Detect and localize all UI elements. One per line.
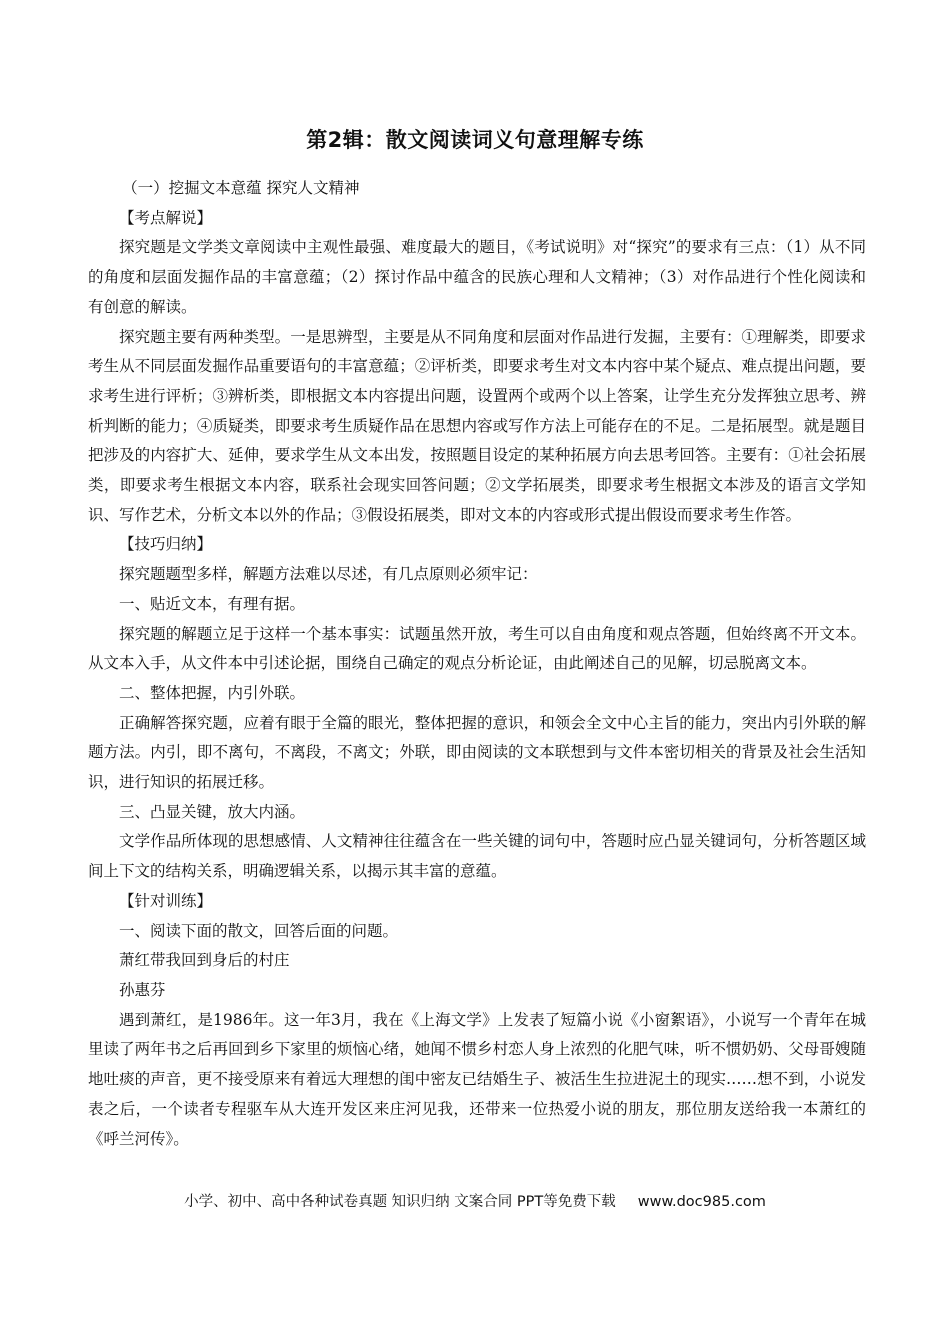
body-text bbox=[88, 174, 866, 1154]
principle-heading: 三、凸显关键，放大内涵。 bbox=[119, 802, 306, 821]
paragraph: 正确解答探究题，应着有眼于全篇的眼光，整体把握的意识，和领会全文中心主旨的能力，突出内引外联的解题方法。内引，即不离句，不离段，不离文；外联，即由阅读的文本联想到与文件本密切相关的背景及社会生活知识，进行知识的拓展迁移。 bbox=[88, 713, 866, 792]
paragraph: 探究题是文学类文章阅读中主观性最强、难度最大的题目，《考试说明》对“探究”的要求有三点：（1）从不同的角度和层面发掘作品的丰富意蕴；（2）探讨作品中蕴含的民族心理和人文精神；（3）对作品进行个性化阅读和有创意的解读。 bbox=[88, 238, 866, 316]
paragraph: 探究题的解题立足于这样一个基本事实：试题虽然开放，考生可以自由角度和观点答题，但始终离不开文本。从文本入手，从文件本中引述论据，围绕自己确定的观点分析论证，由此阐述自己的见解，切忌脱离文本。 bbox=[88, 624, 866, 673]
section-heading: （一）挖掘文本意蕴 探究人文精神 bbox=[122, 179, 360, 197]
subsection-heading-jiqiao: 【技巧归纳】 bbox=[119, 535, 213, 554]
exercise-instruction: 一、阅读下面的散文，回答后面的问题。 bbox=[119, 921, 399, 940]
paragraph: 遇到萧红，是1986年。这一年3月，我在《上海文学》上发表了短篇小说《小窗絮语》，小说写一个青年在城里读了两年书之后再回到乡下家里的烦恼心绪，她闻不惯乡村恋人身上浓烈的化肥气味，听不惯奶奶、父母哥嫂随地吐痰的声音，更不接受原来有着远大理想的闺中密友已结婚生子、被活生生拉进泥土的现实……想不到，小说发表之后，一个读者专程驱车从大连开发区来庄河见我，还带来一位热爱小说的朋友，那位朋友送给我一本萧红的《呼兰河传》。 bbox=[88, 1010, 866, 1148]
subsection-heading-xunlian: 【针对训练】 bbox=[119, 891, 213, 910]
essay-author: 孙惠芬 bbox=[119, 980, 166, 999]
paragraph: 探究题主要有两种类型。一是思辨型，主要是从不同角度和层面对作品进行发掘，主要有：①理解类，即要求考生从不同层面发掘作品重要语句的丰富意蕴；②评析类，即要求考生对文本内容中某个疑点、难点提出问题，要求考生进行评析；③辨析类，即根据文本内容提出问题，设置两个或两个以上答案，让学生充分发挥独立思考、辨析判断的能力；④质疑类，即要求考生质疑作品在思想内容或写作方法上可能存在的不足。二是拓展型。就是题目把涉及的内容扩大、延伸，要求学生从文本出发，按照题目设定的某种拓展方向去思考回答。主要有：①社会拓展类，即要求考生根据文本内容，联系社会现实回答问题；②文学拓展类，即要求考生根据文本涉及的语言文学知识、写作艺术，分析文本以外的作品；③假设拓展类，即对文本的内容或形式提出假设而要求考生作答。 bbox=[88, 327, 866, 524]
subsection-heading-kaodian: 【考点解说】 bbox=[119, 208, 213, 227]
footer-url: www.doc985.com bbox=[637, 1194, 766, 1210]
principle-heading: 二、整体把握，内引外联。 bbox=[119, 683, 306, 702]
page-footer bbox=[0, 1190, 950, 1211]
principle-heading: 一、贴近文本，有理有据。 bbox=[119, 594, 306, 613]
paragraph: 探究题题型多样，解题方法难以尽述，有几点原则必须牢记： bbox=[119, 565, 538, 584]
paragraph: 文学作品所体现的思想感情、人文精神往往蕴含在一些关键的词句中，答题时应凸显关键词句，分析答题区域间上下文的结构关系，明确逻辑关系，以揭示其丰富的意蕴。 bbox=[88, 832, 866, 881]
page-title: 第2辑：散文阅读词义句意理解专练 bbox=[306, 128, 644, 152]
essay-title: 萧红带我回到身后的村庄 bbox=[119, 951, 290, 970]
footer-text: 小学、初中、高中各种试卷真题 知识归纳 文案合同 PPT等免费下载 bbox=[184, 1194, 616, 1210]
